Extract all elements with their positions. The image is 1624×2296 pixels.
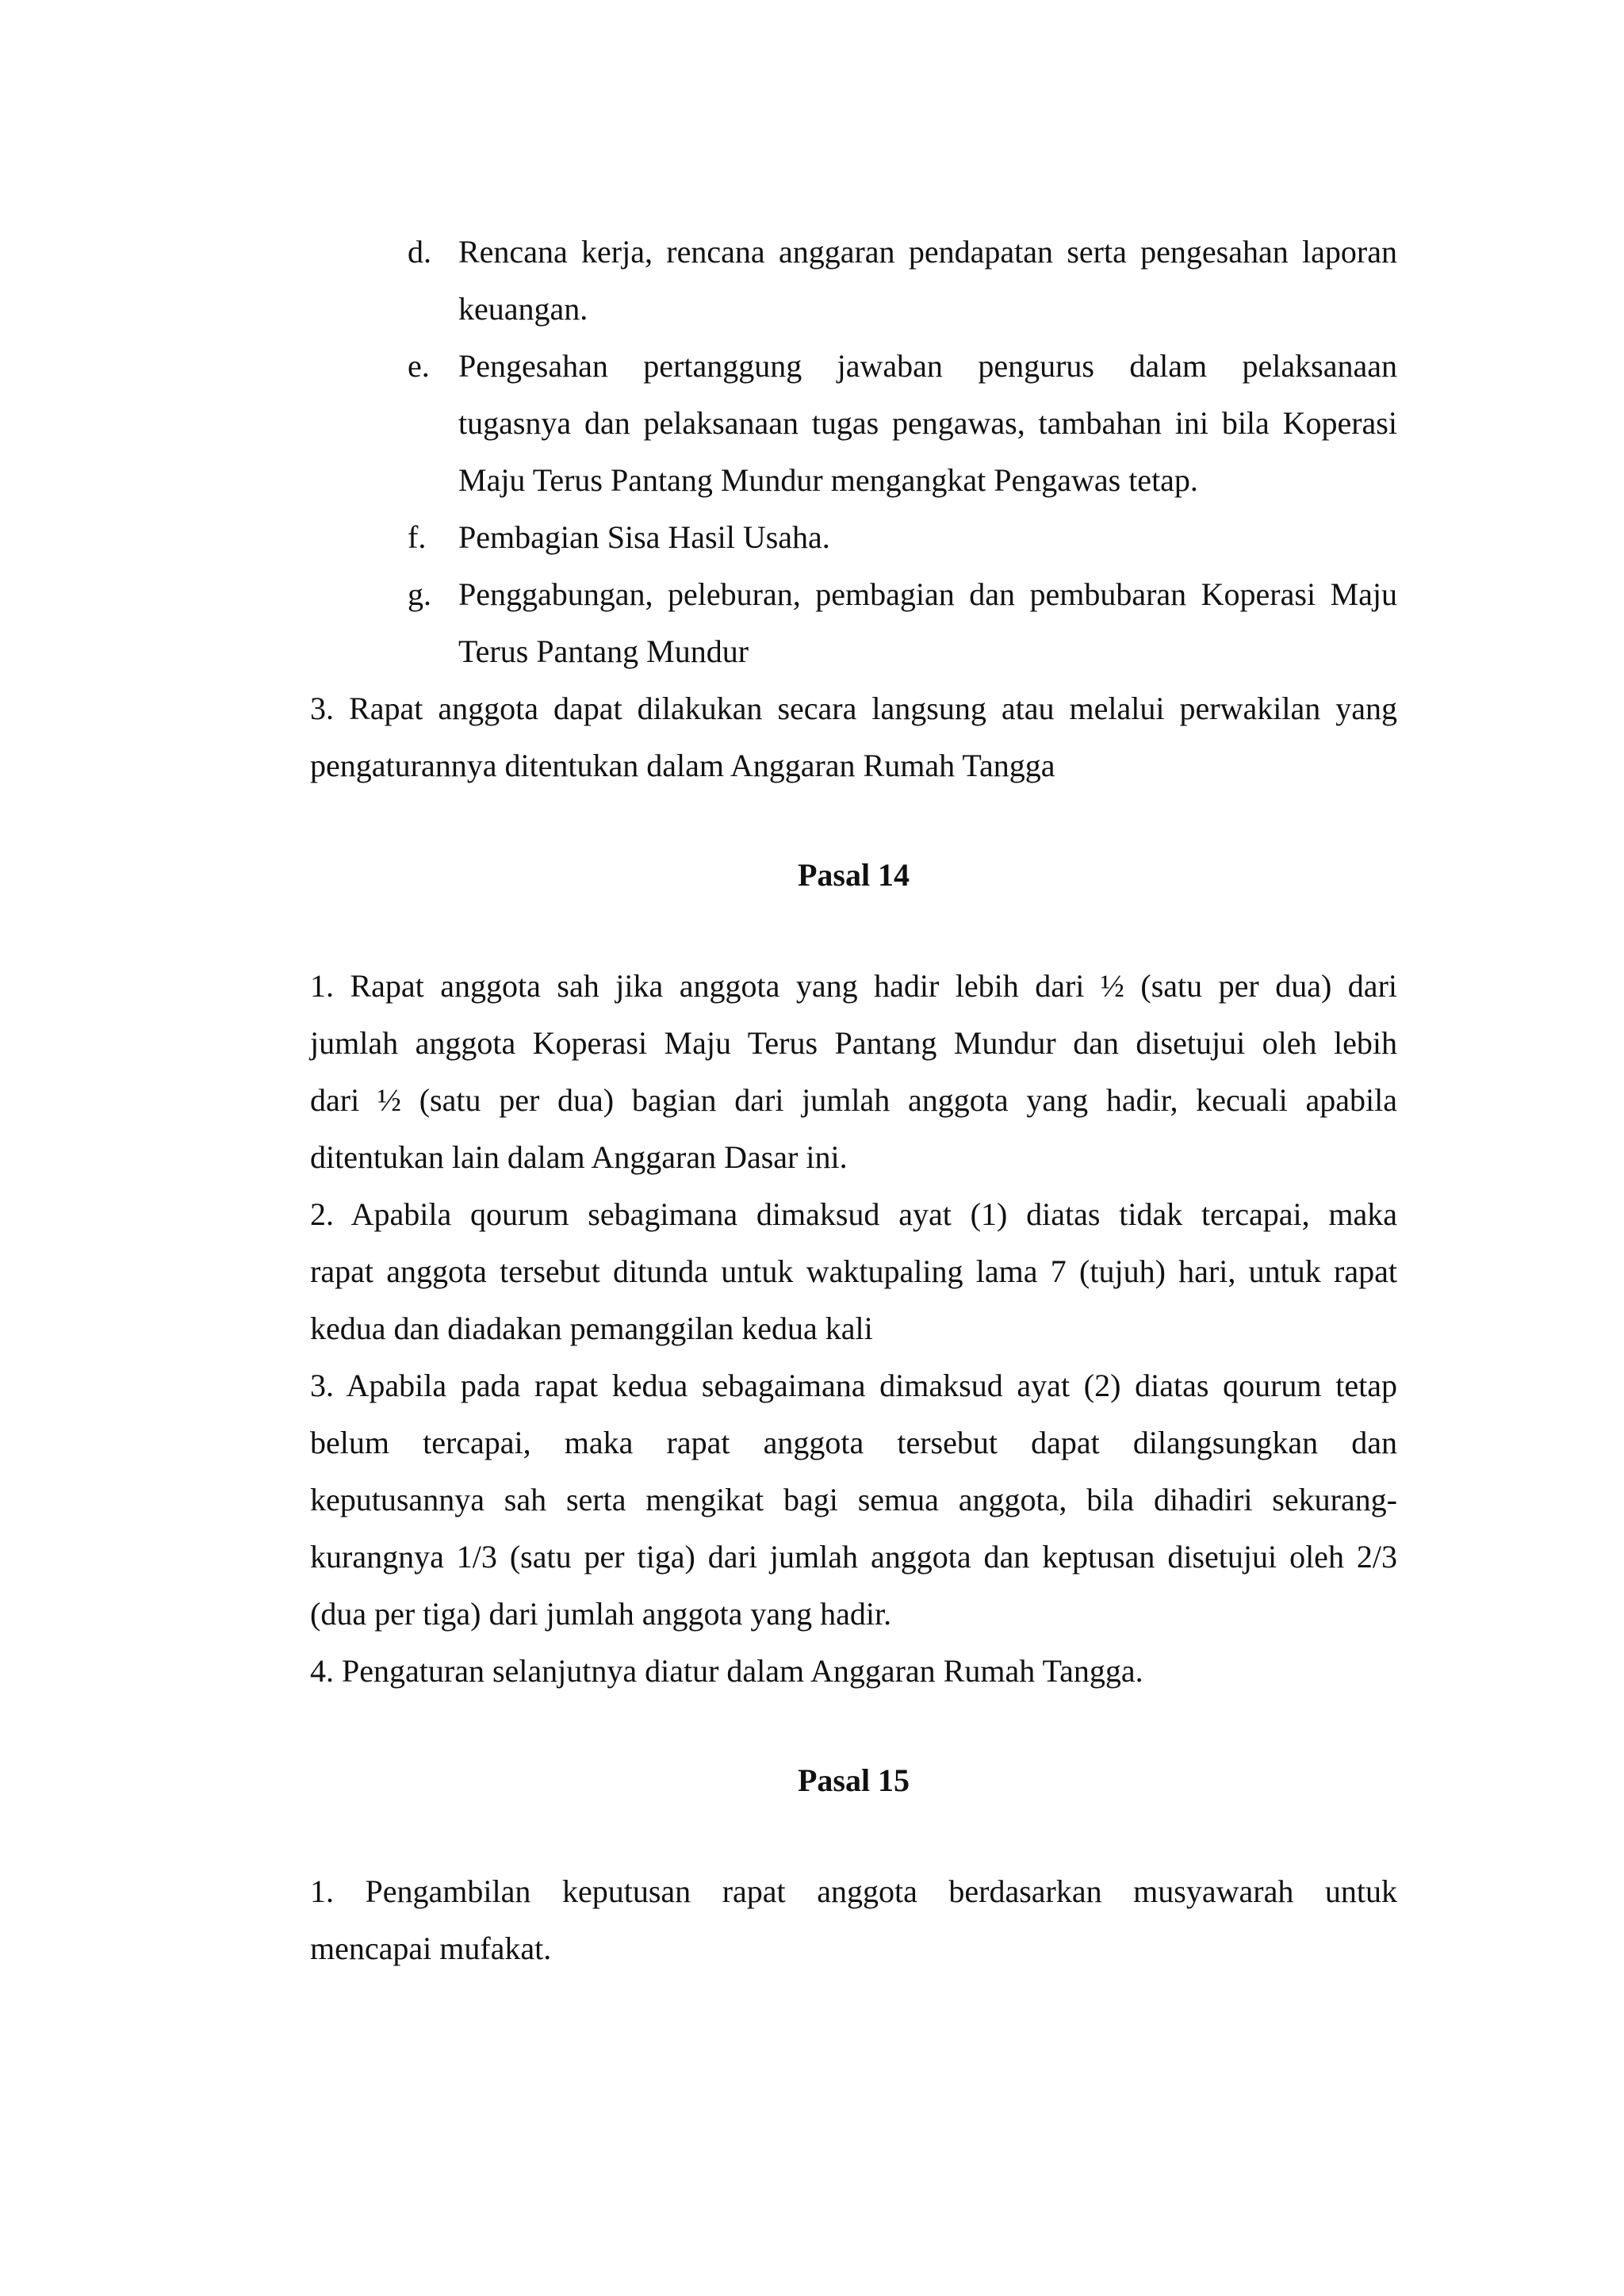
list-item-text: tugasnya dan pelaksanaan tugas pengawas, tambahan ini bila Koperasi bbox=[458, 405, 1397, 441]
list-item-text: Terus Pantang Mundur bbox=[458, 633, 749, 669]
list-item-text: Maju Terus Pantang Mundur mengangkat Pengawas tetap. bbox=[458, 462, 1198, 498]
paragraph-line: jumlah anggota Koperasi Maju Terus Pantang Mundur dan disetujui oleh lebih bbox=[310, 1025, 1397, 1061]
paragraph-line: 4. Pengaturan selanjutnya diatur dalam Anggaran Rumah Tangga. bbox=[310, 1653, 1143, 1689]
paragraph-line: keputusannya sah serta mengikat bagi semua anggota, bila dihadiri sekurang- bbox=[310, 1482, 1397, 1517]
section-heading-pasal-15: Pasal 15 bbox=[797, 1762, 910, 1798]
list-item-label: d. bbox=[408, 234, 431, 270]
paragraph-line: dari ½ (satu per dua) bagian dari jumlah anggota yang hadir, kecuali apabila bbox=[310, 1082, 1397, 1118]
paragraph-line: (dua per tiga) dari jumlah anggota yang hadir. bbox=[310, 1596, 892, 1632]
paragraph-line: kurangnya 1/3 (satu per tiga) dari jumlah anggota dan keptusan disetujui oleh 2/3 bbox=[310, 1539, 1397, 1575]
paragraph-line: ditentukan lain dalam Anggaran Dasar ini. bbox=[310, 1139, 848, 1175]
paragraph-line: 3. Apabila pada rapat kedua sebagaimana dimaksud ayat (2) diatas qourum tetap bbox=[310, 1368, 1397, 1403]
paragraph-line: rapat anggota tersebut ditunda untuk waktupaling lama 7 (tujuh) hari, untuk rapat bbox=[310, 1253, 1397, 1289]
paragraph-line: 1. Pengambilan keputusan rapat anggota berdasarkan musyawarah untuk bbox=[310, 1873, 1397, 1909]
list-item-text: Rencana kerja, rencana anggaran pendapatan serta pengesahan laporan bbox=[458, 234, 1397, 270]
paragraph-line: mencapai mufakat. bbox=[310, 1931, 552, 1966]
list-item-text: Pembagian Sisa Hasil Usaha. bbox=[458, 519, 830, 555]
paragraph-line: kedua dan diadakan pemanggilan kedua kali bbox=[310, 1311, 873, 1346]
paragraph-line: pengaturannya ditentukan dalam Anggaran Rumah Tangga bbox=[310, 748, 1055, 783]
list-item-label: g. bbox=[408, 576, 431, 612]
list-item-text: Pengesahan pertanggung jawaban pengurus dalam pelaksanaan bbox=[458, 348, 1397, 384]
paragraph-line: 2. Apabila qourum sebagimana dimaksud ayat (1) diatas tidak tercapai, maka bbox=[310, 1196, 1397, 1232]
list-item-text: keuangan. bbox=[458, 291, 588, 327]
list-item-label: e. bbox=[408, 348, 430, 384]
paragraph-line: belum tercapai, maka rapat anggota tersebut dapat dilangsungkan dan bbox=[310, 1425, 1397, 1460]
list-item-text: Penggabungan, peleburan, pembagian dan pembubaran Koperasi Maju bbox=[458, 576, 1397, 612]
paragraph-line: 3. Rapat anggota dapat dilakukan secara langsung atau melalui perwakilan yang bbox=[310, 691, 1397, 726]
list-item-label: f. bbox=[408, 519, 427, 555]
paragraph-line: 1. Rapat anggota sah jika anggota yang hadir lebih dari ½ (satu per dua) dari bbox=[310, 968, 1397, 1004]
section-heading-pasal-14: Pasal 14 bbox=[797, 857, 910, 893]
